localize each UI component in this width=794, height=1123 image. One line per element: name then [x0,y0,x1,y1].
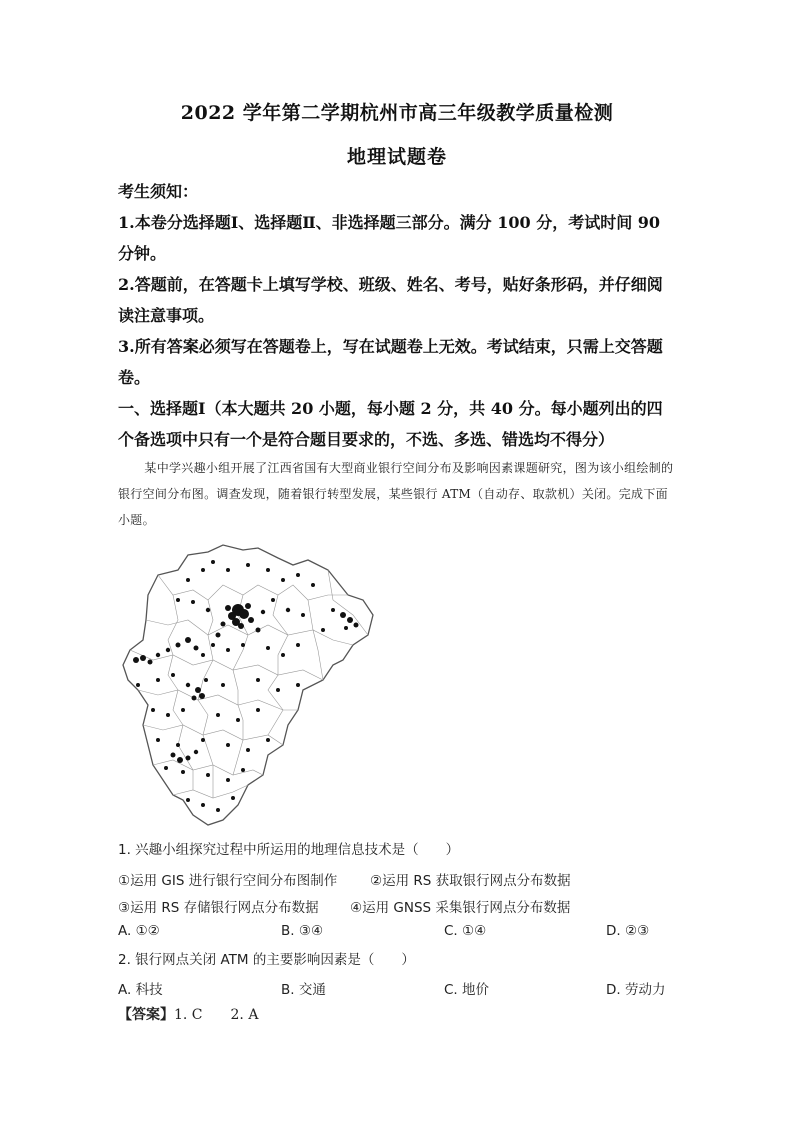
choice-a[interactable]: A. 科技 [118,982,163,998]
notice-heading: 考生须知： [118,182,199,201]
notice-item-2: 2.答题前，在答题卡上填写学校、班级、姓名、考号，贴好条形码，并仔细阅读注意事项。 [118,275,663,325]
choice-c[interactable]: C. ①④ [444,923,487,939]
exam-subject-title: 地理试题卷 [346,146,447,168]
choice-c[interactable]: C. 地价 [444,982,490,998]
statement-4: ④运用 GNSS 采集银行网点分布数据 [350,900,571,916]
choice-d[interactable]: D. ②③ [606,923,650,939]
notice-item-3: 3.所有答案必须写在答题卷上，写在试题卷上无效。考试结束，只需上交答题卷。 [118,337,663,387]
statement-3: ③运用 RS 存储银行网点分布数据 [118,900,319,916]
question-2-stem: 2. 银行网点关闭 ATM 的主要影响因素是（ ） [118,952,415,968]
question-passage: 某中学兴趣小组开展了江西省国有大型商业银行空间分布及影响因素课题研究，图为该小组绘制的银行空间分布图。调查发现，随着银行转型发展，某些银行 ATM（自动存、取款机）关闭。完成下面小题。 [118,461,674,527]
question-1-choices [118,923,688,943]
answer-tag: 【答案】 [118,1007,174,1023]
province-outline [123,545,373,825]
statement-1: ①运用 GIS 进行银行空间分布图制作 [118,873,338,889]
statement-2: ②运用 RS 获取银行网点分布数据 [370,873,571,889]
answer-line [118,1004,258,1024]
question-2-choices [118,978,688,998]
section-1-heading: 一、选择题Ⅰ（本大题共 20 小题，每小题 2 分，共 40 分。每小题列出的四个备选项中只有一个是符合题目要求的，不选、多选、错选均不得分） [118,399,663,449]
notice-item-1: 1.本卷分选择题Ⅰ、选择题Ⅱ、非选择题三部分。满分 100 分，考试时间 90 分钟。 [118,213,661,263]
question-1-statements-row-1 [118,869,688,889]
choice-b[interactable]: B. 交通 [281,982,326,998]
question-1-statements-row-2 [118,896,688,916]
exam-title: 2022 学年第二学期杭州市高三年级教学质量检测 [180,102,614,124]
bank-distribution-map [118,540,378,830]
choice-d[interactable]: D. 劳动力 [606,982,666,998]
choice-b[interactable]: B. ③④ [281,923,324,939]
bank-location-dots [133,560,359,812]
question-1-stem: 1. 兴趣小组探究过程中所运用的地理信息技术是（ ） [118,842,460,858]
choice-a[interactable]: A. ①② [118,923,160,939]
answer-text: 1. C 2. A [174,1007,259,1023]
